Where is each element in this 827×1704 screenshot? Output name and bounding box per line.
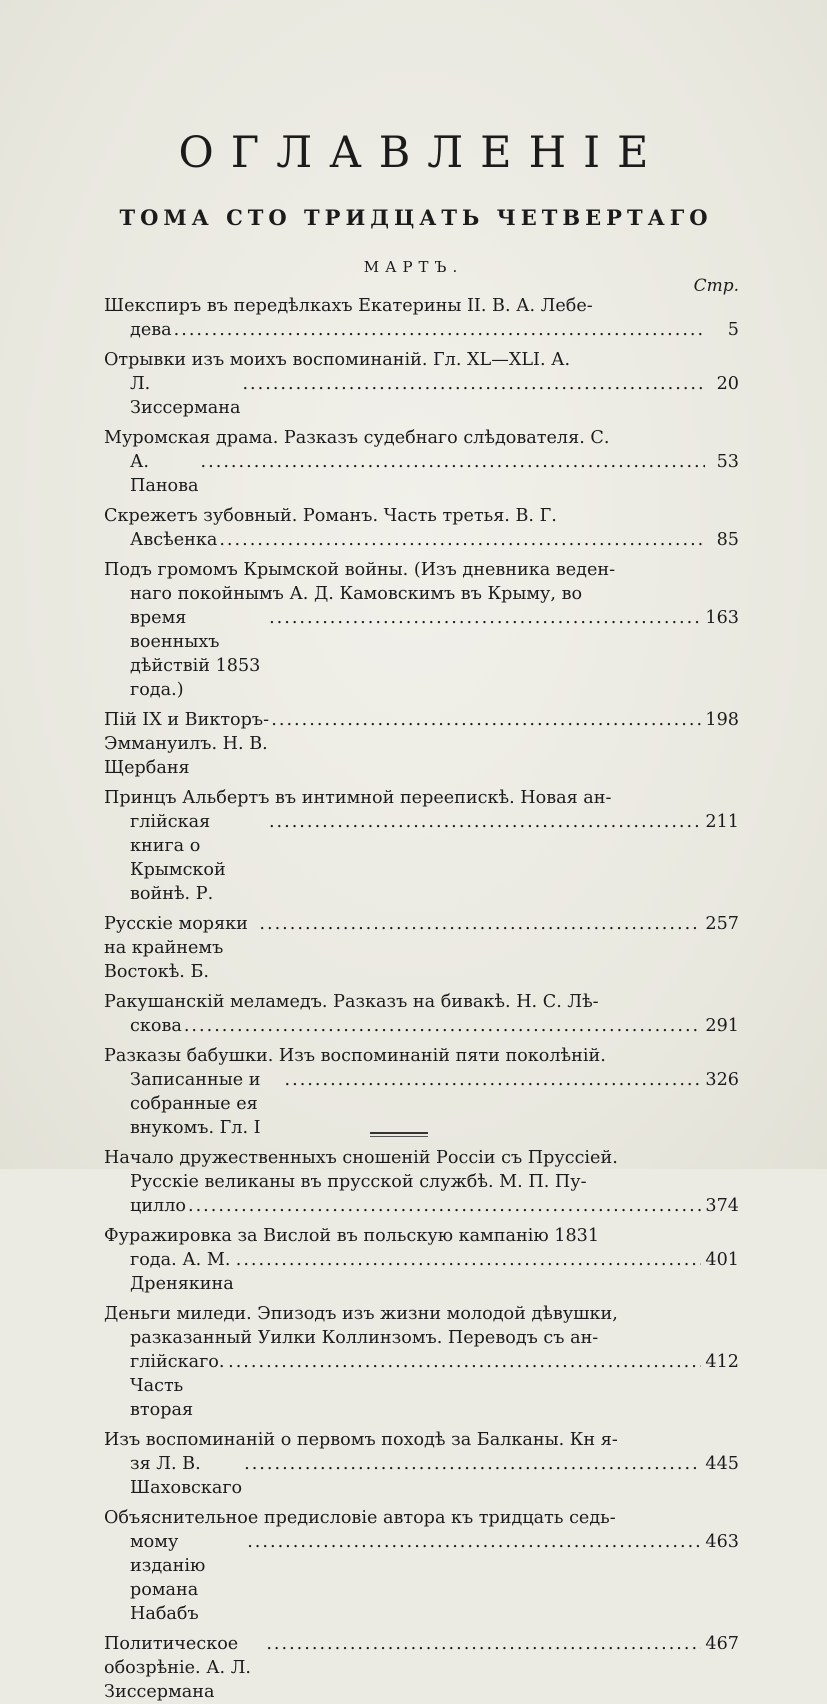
toc-entry-line bbox=[104, 1632, 739, 1704]
toc-entry-text: Ракушанскій меламедъ. Разказъ на бивакѣ. Н. С. Лѣ- bbox=[104, 992, 599, 1012]
toc-page-number: 401 bbox=[705, 1250, 739, 1270]
toc-entry bbox=[104, 708, 739, 780]
volume-subtitle: ТОМА СТО ТРИДЦАТЬ ЧЕТВЕРТАГО bbox=[119, 205, 713, 230]
toc-entry-line bbox=[104, 504, 739, 528]
toc-page-number: 445 bbox=[705, 1454, 739, 1474]
leader-dots bbox=[269, 810, 701, 834]
toc-page-number: 85 bbox=[716, 530, 739, 550]
toc-entry bbox=[104, 1428, 739, 1500]
toc-entry-text: Фуражировка за Вислой въ польскую кампанію 1831 bbox=[104, 1226, 600, 1246]
toc-entry-line bbox=[104, 1506, 739, 1530]
toc-entry bbox=[104, 1146, 739, 1218]
leader-dots bbox=[228, 1350, 701, 1374]
toc-entry-text: Начало дружественныхъ сношеній Россіи съ Пруссіей. bbox=[104, 1148, 618, 1168]
toc-entry-line bbox=[104, 558, 739, 582]
toc-entry-line bbox=[104, 1530, 739, 1626]
toc-entry-text: Объяснительное предисловіе автора къ тридцать седь- bbox=[104, 1508, 616, 1528]
toc-entry-text: скова bbox=[130, 1016, 182, 1036]
toc-entry-line bbox=[104, 582, 739, 606]
toc-entry bbox=[104, 786, 739, 906]
toc-entry-line bbox=[104, 912, 739, 984]
toc-entry-text: Принцъ Альбертъ въ интимной переепискѣ. Новая ан- bbox=[104, 788, 612, 808]
toc-page-number: 467 bbox=[705, 1634, 739, 1654]
leader-dots bbox=[244, 1452, 701, 1476]
toc-entry-text: Авсѣенка bbox=[130, 530, 218, 550]
toc-entry bbox=[104, 1632, 739, 1704]
toc-entry bbox=[104, 1302, 739, 1422]
toc-page-number: 198 bbox=[705, 710, 739, 730]
toc-entry-line bbox=[104, 786, 739, 810]
toc-entry-text: Муромская драма. Разказъ судебнаго слѣдователя. С. bbox=[104, 428, 610, 448]
toc-entry-line bbox=[104, 1014, 739, 1038]
toc-entry bbox=[104, 294, 739, 342]
toc-entry bbox=[104, 1506, 739, 1626]
toc-entry-line bbox=[104, 426, 739, 450]
toc-entry-line bbox=[104, 1302, 739, 1326]
toc-entry-text: наго покойнымъ А. Д. Камовскимъ въ Крыму, во bbox=[130, 584, 583, 604]
closing-rule bbox=[370, 1132, 428, 1134]
toc-entry-line bbox=[104, 1170, 739, 1194]
toc-entry-text: года. А. М. Дренякина bbox=[130, 1250, 234, 1294]
leader-dots bbox=[236, 1248, 702, 1272]
toc-entry-text: Записанные и собранные ея внукомъ. Гл. I bbox=[130, 1070, 261, 1138]
toc-page-number: 463 bbox=[705, 1532, 739, 1552]
toc-entry-line bbox=[104, 606, 739, 702]
leader-dots bbox=[285, 1068, 702, 1092]
toc-entry-line bbox=[104, 372, 739, 420]
toc-entry bbox=[104, 348, 739, 420]
toc-entry-line bbox=[104, 990, 739, 1014]
toc-entry-text: А. Панова bbox=[130, 452, 199, 496]
page-column-label: Стр. bbox=[693, 276, 739, 296]
toc-entry-line bbox=[104, 528, 739, 552]
leader-dots bbox=[184, 1014, 702, 1038]
leader-dots bbox=[219, 528, 705, 552]
leader-dots bbox=[174, 318, 705, 342]
leader-dots bbox=[259, 912, 701, 936]
toc-entry-line bbox=[104, 1326, 739, 1350]
toc-entry-line bbox=[104, 708, 739, 780]
toc-page-number: 326 bbox=[705, 1070, 739, 1090]
toc-entry-text: время военныхъ дѣйствій 1853 года.) bbox=[130, 608, 261, 700]
toc-page-number: 163 bbox=[705, 608, 739, 628]
toc-entry-text: Пій IX и Викторъ-Эммануилъ. Н. В. Щербаня bbox=[104, 710, 270, 778]
leader-dots bbox=[247, 1530, 701, 1554]
toc-entry-text: Скрежетъ зубовный. Романъ. Часть третья. В. Г. bbox=[104, 506, 557, 526]
toc-entry-text: Изъ воспоминаній о первомъ походѣ за Балканы. Кн я- bbox=[104, 1430, 618, 1450]
page-title: ОГЛАВЛЕНІЕ bbox=[178, 128, 666, 178]
toc-entry-text: Отрывки изъ моихъ воспоминаній. Гл. XL—XLI. А. bbox=[104, 350, 571, 370]
toc-entry-text: Политическое обозрѣніе. А. Л. Зиссермана bbox=[104, 1634, 251, 1702]
toc-entry-line bbox=[104, 1044, 739, 1068]
toc-entry-line bbox=[104, 294, 739, 318]
toc-entry-text: Подъ громомъ Крымской войны. (Изъ дневника веден- bbox=[104, 560, 616, 580]
toc-entry-text: мому изданію романа Набабъ bbox=[130, 1532, 206, 1624]
toc-entry-text: Шекспиръ въ передѣлкахъ Екатерины II. В. А. Лебе- bbox=[104, 296, 593, 316]
toc-page-number: 412 bbox=[705, 1352, 739, 1372]
toc-page-number: 53 bbox=[716, 452, 739, 472]
toc-entry-text: зя Л. В. Шаховскаго bbox=[130, 1454, 243, 1498]
toc-entry-line bbox=[104, 450, 739, 498]
toc-entry-text: глійскаго. Часть вторая bbox=[130, 1352, 225, 1420]
toc-entry-text: цилло bbox=[130, 1196, 186, 1216]
toc-entry-text: Л. Зиссермана bbox=[130, 374, 241, 418]
leader-dots bbox=[266, 1632, 701, 1656]
toc-entry bbox=[104, 504, 739, 552]
toc-entry-line bbox=[104, 1146, 739, 1170]
toc-entry-text: Русскіе великаны въ прусской службѣ. М. П. Пу- bbox=[130, 1172, 587, 1192]
toc-entry-text: Разказы бабушки. Изъ воспоминаній пяти поколѣній. bbox=[104, 1046, 606, 1066]
leader-dots bbox=[269, 606, 701, 630]
toc-entry-text: разказанный Уилки Коллинзомъ. Переводъ съ ан- bbox=[130, 1328, 599, 1348]
toc-entry-line bbox=[104, 1350, 739, 1422]
toc-entry bbox=[104, 912, 739, 984]
toc-entry-line bbox=[104, 1248, 739, 1296]
toc-page-number: 374 bbox=[705, 1196, 739, 1216]
toc-entry-line bbox=[104, 318, 739, 342]
toc-entry-line bbox=[104, 1224, 739, 1248]
month-heading: МАРТЪ. bbox=[363, 258, 464, 276]
toc-entry-line bbox=[104, 1194, 739, 1218]
toc-page-number: 20 bbox=[716, 374, 739, 394]
toc-entry-line bbox=[104, 1452, 739, 1500]
toc-page-number: 257 bbox=[705, 914, 739, 934]
leader-dots bbox=[242, 372, 705, 396]
toc-entry-text: глійская книга о Крымской войнѣ. Р. bbox=[130, 812, 226, 904]
toc-entry bbox=[104, 1044, 739, 1140]
closing-rule-thin bbox=[370, 1136, 428, 1137]
leader-dots bbox=[271, 708, 701, 732]
toc-entry bbox=[104, 1224, 739, 1296]
toc-page-number: 291 bbox=[705, 1016, 739, 1036]
toc-entry bbox=[104, 558, 739, 702]
toc-entry-text: Русскіе моряки на крайнемъ Востокѣ. Б. bbox=[104, 914, 248, 982]
table-of-contents bbox=[104, 294, 739, 1704]
toc-page-number: 5 bbox=[727, 320, 739, 340]
toc-entry bbox=[104, 426, 739, 498]
toc-entry-line bbox=[104, 1428, 739, 1452]
toc-entry-line bbox=[104, 348, 739, 372]
toc-entry-text: Деньги миледи. Эпизодъ изъ жизни молодой дѣвушки, bbox=[104, 1304, 618, 1324]
leader-dots bbox=[201, 450, 705, 474]
toc-entry-line bbox=[104, 810, 739, 906]
toc-page-number: 211 bbox=[705, 812, 739, 832]
leader-dots bbox=[188, 1194, 701, 1218]
toc-entry-text: дева bbox=[130, 320, 172, 340]
toc-entry-line bbox=[104, 1068, 739, 1140]
toc-entry bbox=[104, 990, 739, 1038]
